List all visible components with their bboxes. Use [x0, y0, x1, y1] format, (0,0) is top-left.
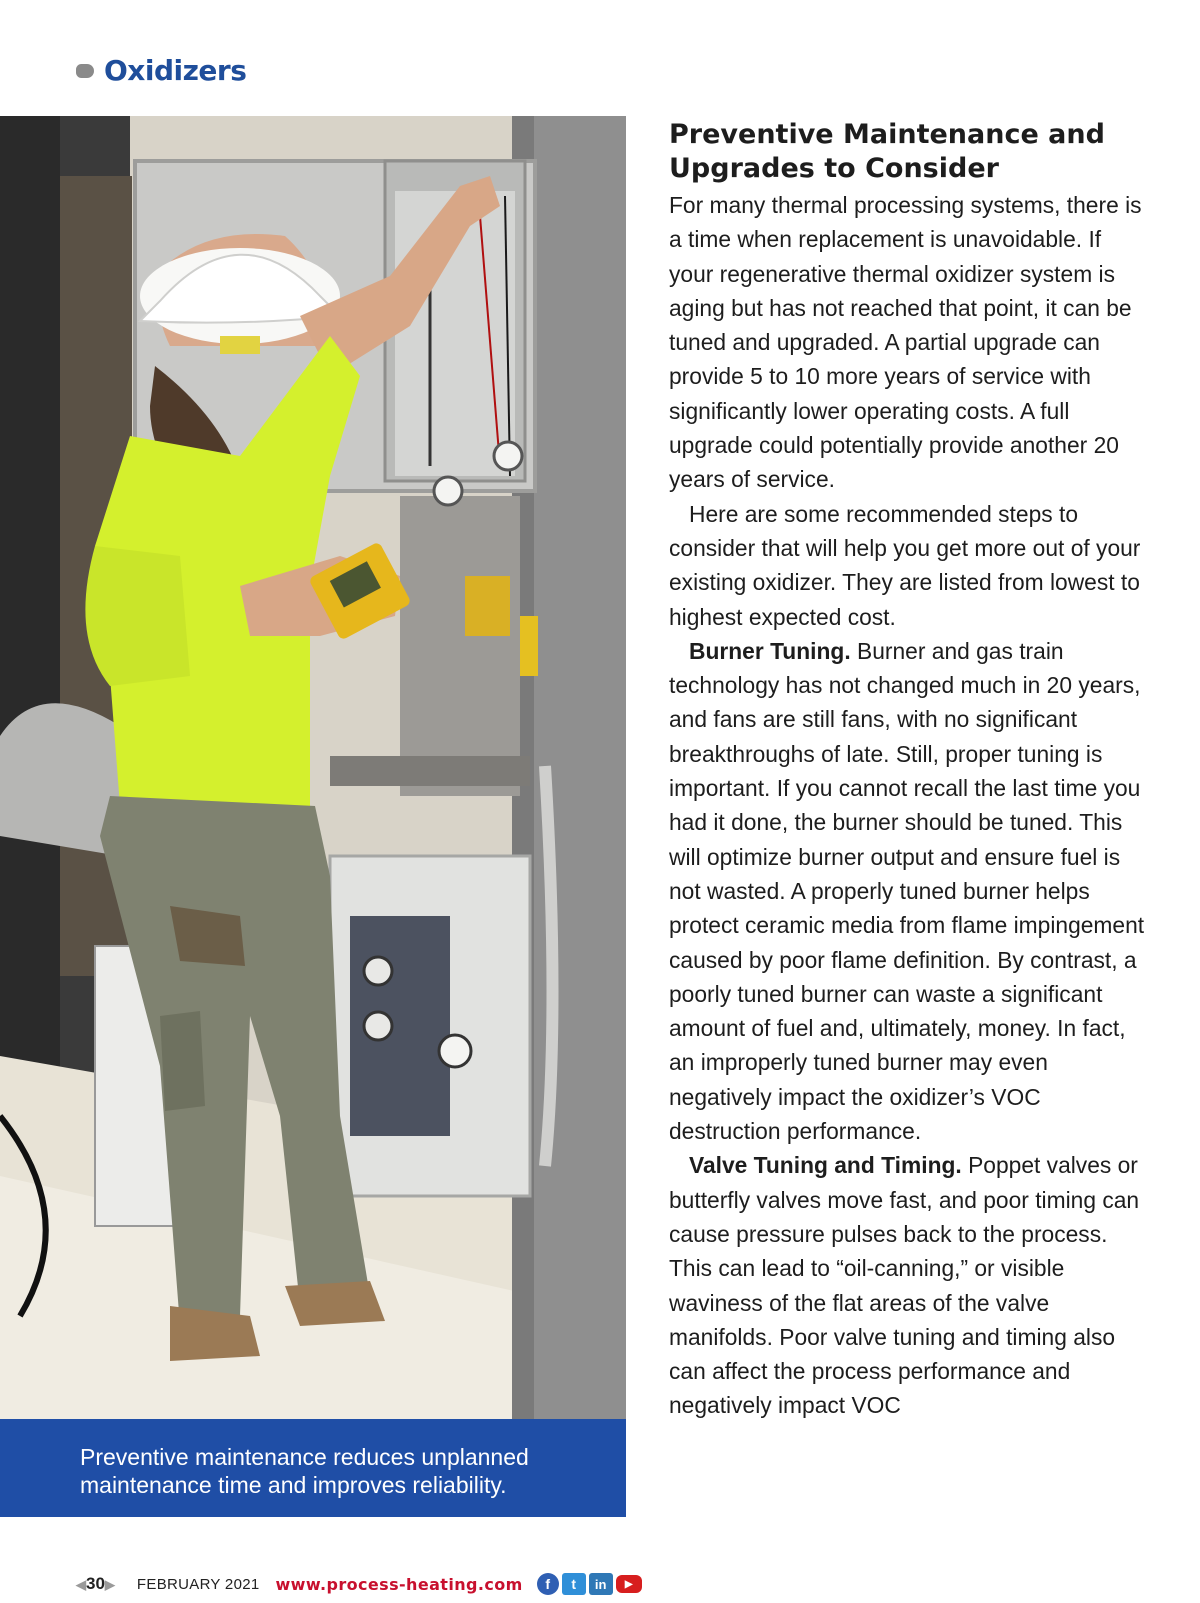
section-bullet-icon: [76, 64, 94, 78]
page-footer: [76, 1572, 642, 1596]
article-headline: [669, 118, 1149, 186]
article-photo: [0, 116, 626, 1419]
linkedin-icon[interactable]: in: [589, 1573, 613, 1595]
facebook-icon[interactable]: f: [537, 1573, 559, 1595]
valve-tuning-text: Poppet valves or butterfly valves move fast, and poor timing can cause pressure pulses back to the process. This can lead to “oil-canning,” or visible waviness of the flat areas of the valve manifolds. Poor valve tuning and timing also can affect the process performance and negatively impact VOC: [669, 1152, 1140, 1419]
section-label: Oxidizers: [104, 54, 247, 87]
burner-tuning-text: Burner and gas train technology has not changed much in 20 years, and fans are still fans, with no significant breakthroughs of late. Still, proper tuning is important. If you cannot recall the last time you had it done, the burner should be tuned. This will optimize burner output and ensure fuel is not wasted. A properly tuned burner helps protect ceramic media from flame impingement caused by poor flame definition. By contrast, a poorly tuned burner can waste a significant amount of fuel and, ultimately, money. In fact, an improperly tuned burner may even negatively impact the oxidizer’s VOC destruction performance.: [669, 637, 1145, 1145]
paragraph-valve-tuning: [669, 1148, 1149, 1422]
issue-date: FEBRUARY 2021: [136, 1575, 260, 1593]
caption-line-2: maintenance time and improves reliability.: [80, 1472, 507, 1498]
article-column: [669, 118, 1149, 1423]
page-number: ◀30▶: [76, 1574, 115, 1593]
caption-line-1: Preventive maintenance reduces unplanned: [80, 1444, 529, 1470]
valve-tuning-lead: Valve Tuning and Timing.: [689, 1152, 962, 1179]
technician-photo-illustration: [0, 116, 626, 1419]
paragraph-steps: Here are some recommended steps to consider that will help you get more out of your existing oxidizer. They are listed from lowest to highest expected cost.: [669, 500, 1141, 630]
social-icons: [537, 1573, 642, 1595]
paragraph-burner-tuning: [669, 634, 1149, 1148]
paragraph-intro: For many thermal processing systems, there is a time when replacement is unavoidable. If your regenerative thermal oxidizer system is aging but has not reached that point, it can be tuned and upgraded. A partial upgrade can provide 5 to 10 more years of service with significantly lower operating costs. A full upgrade could potentially provide another 20 years of service.: [669, 192, 1142, 493]
website-link[interactable]: www.process-heating.com: [275, 1574, 523, 1594]
youtube-icon[interactable]: ▶: [616, 1575, 642, 1593]
section-tag: [76, 54, 246, 87]
headline-line-2: Upgrades to Consider: [669, 153, 999, 184]
page-arrow-right-icon: ▶: [104, 1577, 115, 1592]
photo-caption: [0, 1419, 626, 1517]
article-body: [669, 188, 1149, 1423]
twitter-icon[interactable]: t: [562, 1573, 586, 1595]
burner-tuning-lead: Burner Tuning.: [689, 637, 851, 664]
page-arrow-left-icon: ◀: [76, 1577, 86, 1592]
headline-line-1: Preventive Maintenance and: [669, 119, 1105, 150]
